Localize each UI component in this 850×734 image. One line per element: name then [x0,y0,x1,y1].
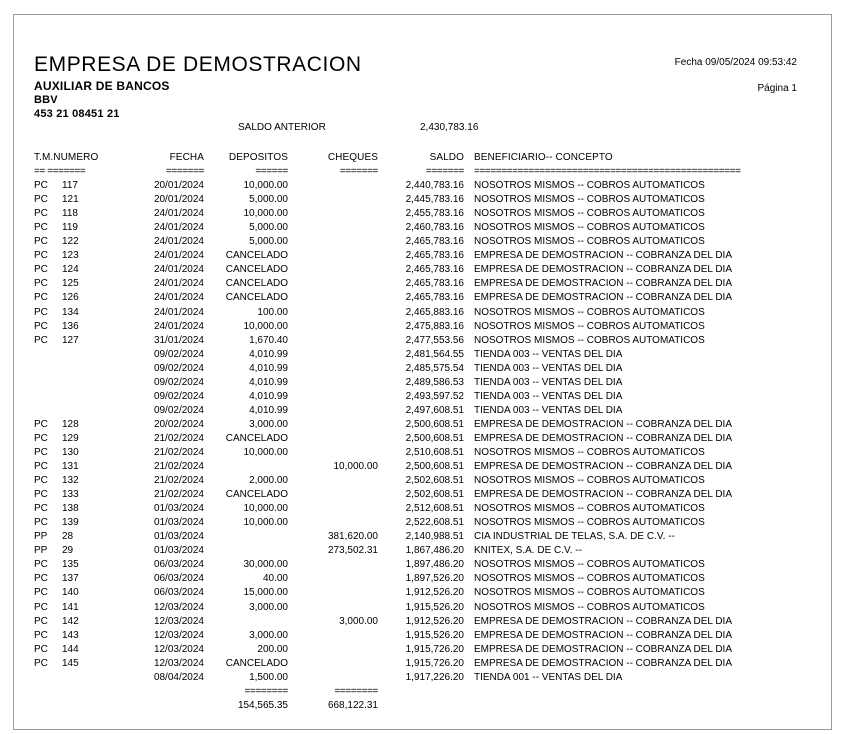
cell-fecha: 06/03/2024 [153,559,204,571]
table-row [34,207,824,221]
cell-depositos: 4,010.99 [249,404,288,416]
cell-beneficiario: NOSOTROS MISMOS -- COBROS AUTOMATICOS [474,517,705,529]
totals-rule-row [34,685,824,699]
cell-tm: PC [34,489,48,501]
cell-numero: 124 [62,264,79,276]
page-frame [13,14,832,730]
cell-beneficiario: EMPRESA DE DEMOSTRACION -- COBRANZA DEL DIA [474,629,733,641]
cell-beneficiario: NOSOTROS MISMOS -- COBROS AUTOMATICOS [474,559,705,571]
cell-beneficiario: EMPRESA DE DEMOSTRACION -- COBRANZA DEL DIA [474,657,733,669]
cell-numero: 141 [62,601,79,613]
cell-beneficiario: NOSOTROS MISMOS -- COBROS AUTOMATICOS [474,573,705,585]
cell-beneficiario: NOSOTROS MISMOS -- COBROS AUTOMATICOS [474,320,705,332]
table-row [34,657,824,671]
table-header-row [34,151,824,165]
report-title: AUXILIAR DE BANCOS [34,79,170,93]
cell-saldo: 2,497,608.51 [405,404,464,416]
totals-rule-depositos: ======== [244,685,288,697]
table-row [34,601,824,615]
rule-fecha: ======= [165,166,204,178]
cell-numero: 143 [62,629,79,641]
column-header-cheques: CHEQUES [327,152,378,163]
cell-tm: PC [34,629,48,641]
cell-fecha: 09/02/2024 [153,390,204,402]
cell-depositos: 100.00 [257,306,288,318]
cell-depositos: 15,000.00 [243,587,288,599]
cell-tm: PC [34,250,48,262]
cell-numero: 28 [62,531,74,543]
cell-beneficiario: EMPRESA DE DEMOSTRACION -- COBRANZA DEL DIA [474,250,733,262]
cell-cheques: 273,502.31 [327,545,378,557]
cell-saldo: 1,912,526.20 [405,615,464,627]
cell-tm: PC [34,559,48,571]
cell-depositos: 1,670.40 [249,334,288,346]
table-row [34,446,824,460]
cell-saldo: 2,465,783.16 [405,236,464,248]
table-row [34,572,824,586]
cell-numero: 133 [62,489,79,501]
cell-numero: 128 [62,418,79,430]
column-header-tm-numero: T.M.NUMERO [34,152,99,163]
cell-depositos: CANCELADO [225,250,288,262]
cell-beneficiario: EMPRESA DE DEMOSTRACION -- COBRANZA DEL DIA [474,278,733,290]
cell-cheques: 3,000.00 [339,615,378,627]
cell-tm: PC [34,643,48,655]
cell-beneficiario: NOSOTROS MISMOS -- COBROS AUTOMATICOS [474,601,705,613]
cell-depositos: 2,000.00 [249,475,288,487]
cell-saldo: 2,500,608.51 [405,461,464,473]
cell-depositos: 4,010.99 [249,362,288,374]
rule-tm-numero: == ======= [34,166,86,178]
cell-saldo: 2,510,608.51 [405,446,464,458]
cell-numero: 119 [62,222,78,234]
cell-saldo: 1,915,726.20 [405,657,464,669]
cell-saldo: 2,475,883.16 [405,320,464,332]
cell-depositos: 4,010.99 [249,348,288,360]
cell-beneficiario: NOSOTROS MISMOS -- COBROS AUTOMATICOS [474,446,705,458]
cell-beneficiario: TIENDA 003 -- VENTAS DEL DIA [474,390,623,402]
cell-fecha: 24/01/2024 [153,222,204,234]
cell-numero: 131 [62,461,79,473]
cell-depositos: 30,000.00 [243,559,288,571]
cell-tm: PC [34,503,48,515]
bank-ledger-document [14,15,833,731]
cell-saldo: 1,915,726.20 [405,643,464,655]
cell-numero: 125 [62,278,79,290]
column-header-beneficiario: BENEFICIARIO-- CONCEPTO [474,152,613,163]
cell-tm: PC [34,236,48,248]
cell-beneficiario: NOSOTROS MISMOS -- COBROS AUTOMATICOS [474,208,705,220]
cell-numero: 136 [62,320,79,332]
cell-depositos: 4,010.99 [249,376,288,388]
cell-tm: PP [34,545,48,557]
table-body [34,179,824,685]
table-row [34,558,824,572]
cell-beneficiario: NOSOTROS MISMOS -- COBROS AUTOMATICOS [474,306,705,318]
ledger-table [34,151,824,713]
cell-fecha: 06/03/2024 [153,573,204,585]
cell-tm: PC [34,418,48,430]
table-row [34,418,824,432]
cell-depositos: 4,010.99 [249,390,288,402]
cell-fecha: 24/01/2024 [153,278,204,290]
cell-fecha: 01/03/2024 [153,545,204,557]
cell-beneficiario: NOSOTROS MISMOS -- COBROS AUTOMATICOS [474,334,705,346]
cell-fecha: 12/03/2024 [153,657,204,669]
cell-numero: 29 [62,545,74,557]
cell-beneficiario: EMPRESA DE DEMOSTRACION -- COBRANZA DEL DIA [474,615,733,627]
cell-saldo: 2,460,783.16 [405,222,464,234]
cell-tm: PC [34,292,48,304]
cell-saldo: 2,140,988.51 [405,531,464,543]
cell-beneficiario: TIENDA 003 -- VENTAS DEL DIA [474,362,623,374]
cell-depositos: CANCELADO [225,489,288,501]
cell-fecha: 01/03/2024 [153,531,204,543]
cell-depositos: 10,000.00 [243,446,288,458]
rule-cheques: ======= [339,166,378,178]
totals-row [34,699,824,713]
bank-name: BBV [34,94,58,106]
cell-numero: 129 [62,432,79,444]
cell-saldo: 1,912,526.20 [405,587,464,599]
cell-saldo: 1,917,226.20 [405,671,464,683]
company-title: EMPRESA DE DEMOSTRACION [34,53,362,76]
table-row [34,516,824,530]
cell-numero: 127 [62,334,79,346]
table-row [34,432,824,446]
cell-tm: PC [34,615,48,627]
cell-depositos: 10,000.00 [243,208,288,220]
table-row [34,348,824,362]
cell-beneficiario: TIENDA 003 -- VENTAS DEL DIA [474,376,623,388]
cell-depositos: 10,000.00 [243,503,288,515]
previous-balance-value: 2,430,783.16 [420,122,479,133]
cell-saldo: 2,465,883.16 [405,306,464,318]
cell-numero: 137 [62,573,79,585]
cell-beneficiario: NOSOTROS MISMOS -- COBROS AUTOMATICOS [474,194,705,206]
cell-tm: PC [34,601,48,613]
cell-numero: 145 [62,657,79,669]
cell-fecha: 31/01/2024 [153,334,204,346]
table-row [34,502,824,516]
cell-numero: 142 [62,615,79,627]
cell-numero: 134 [62,306,79,318]
cell-beneficiario: NOSOTROS MISMOS -- COBROS AUTOMATICOS [474,222,705,234]
cell-saldo: 2,477,553.56 [405,334,464,346]
cell-saldo: 1,915,526.20 [405,629,464,641]
cell-depositos: 1,500.00 [249,671,288,683]
account-number: 453 21 08451 21 [34,108,120,120]
cell-numero: 122 [62,236,79,248]
cell-fecha: 08/04/2024 [153,671,204,683]
cell-depositos: 10,000.00 [243,517,288,529]
cell-saldo: 2,440,783.16 [405,180,464,192]
cell-beneficiario: EMPRESA DE DEMOSTRACION -- COBRANZA DEL DIA [474,418,733,430]
table-row [34,320,824,334]
cell-saldo: 2,512,608.51 [405,503,464,515]
cell-fecha: 20/01/2024 [153,180,204,192]
cell-depositos: CANCELADO [225,432,288,444]
cell-tm: PC [34,587,48,599]
table-row [34,474,824,488]
cell-numero: 118 [62,208,78,220]
cell-tm: PC [34,180,48,192]
previous-balance-label: SALDO ANTERIOR [238,122,326,133]
cell-fecha: 12/03/2024 [153,601,204,613]
table-row [34,404,824,418]
cell-saldo: 1,897,526.20 [405,573,464,585]
cell-depositos: 3,000.00 [249,601,288,613]
cell-numero: 132 [62,475,79,487]
cell-saldo: 2,522,608.51 [405,517,464,529]
table-row [34,277,824,291]
column-header-saldo: SALDO [429,152,464,163]
cell-fecha: 24/01/2024 [153,292,204,304]
cell-numero: 130 [62,446,79,458]
cell-fecha: 24/01/2024 [153,250,204,262]
table-row [34,334,824,348]
cell-fecha: 09/02/2024 [153,362,204,374]
table-row [34,235,824,249]
cell-fecha: 24/01/2024 [153,264,204,276]
cell-depositos: CANCELADO [225,278,288,290]
cell-depositos: 10,000.00 [243,320,288,332]
cell-saldo: 2,489,586.53 [405,376,464,388]
cell-beneficiario: NOSOTROS MISMOS -- COBROS AUTOMATICOS [474,180,705,192]
cell-tm: PC [34,334,48,346]
table-row [34,263,824,277]
cell-tm: PC [34,475,48,487]
cell-tm: PC [34,278,48,290]
cell-depositos: 5,000.00 [249,222,288,234]
cell-tm: PC [34,264,48,276]
cell-numero: 140 [62,587,79,599]
cell-depositos: 5,000.00 [249,236,288,248]
cell-beneficiario: EMPRESA DE DEMOSTRACION -- COBRANZA DEL DIA [474,461,733,473]
cell-depositos: CANCELADO [225,292,288,304]
cell-saldo: 1,915,526.20 [405,601,464,613]
cell-fecha: 21/02/2024 [153,475,204,487]
cell-saldo: 2,465,783.16 [405,292,464,304]
cell-fecha: 01/03/2024 [153,517,204,529]
cell-fecha: 01/03/2024 [153,503,204,515]
cell-fecha: 12/03/2024 [153,615,204,627]
cell-saldo: 1,867,486.20 [405,545,464,557]
cell-beneficiario: NOSOTROS MISMOS -- COBROS AUTOMATICOS [474,236,705,248]
table-row [34,460,824,474]
cell-saldo: 2,465,783.16 [405,250,464,262]
cell-beneficiario: EMPRESA DE DEMOSTRACION -- COBRANZA DEL DIA [474,489,733,501]
table-row [34,671,824,685]
table-row [34,544,824,558]
cell-tm: PC [34,657,48,669]
table-row [34,615,824,629]
cell-beneficiario: TIENDA 001 -- VENTAS DEL DIA [474,671,623,683]
table-row [34,221,824,235]
cell-saldo: 2,465,783.16 [405,278,464,290]
table-row [34,586,824,600]
cell-fecha: 20/02/2024 [153,418,204,430]
table-row [34,249,824,263]
cell-saldo: 1,897,486.20 [405,559,464,571]
rule-beneficiario: ================================================= [474,166,741,178]
cell-beneficiario: TIENDA 003 -- VENTAS DEL DIA [474,348,623,360]
cell-tm: PC [34,222,48,234]
cell-tm: PC [34,573,48,585]
cell-cheques: 381,620.00 [327,531,378,543]
cell-saldo: 2,455,783.16 [405,208,464,220]
cell-fecha: 24/01/2024 [153,208,204,220]
table-row [34,179,824,193]
cell-beneficiario: CIA INDUSTRIAL DE TELAS, S.A. DE C.V. -- [474,531,675,543]
cell-numero: 144 [62,643,79,655]
print-timestamp: Fecha 09/05/2024 09:53:42 [674,57,797,68]
cell-numero: 139 [62,517,79,529]
cell-beneficiario: EMPRESA DE DEMOSTRACION -- COBRANZA DEL DIA [474,264,733,276]
cell-tm: PC [34,194,48,206]
cell-fecha: 21/02/2024 [153,446,204,458]
total-depositos: 154,565.35 [237,699,288,711]
table-row [34,291,824,305]
cell-tm: PC [34,461,48,473]
page-number: Página 1 [757,83,797,94]
column-header-fecha: FECHA [169,152,204,163]
cell-tm: PC [34,517,48,529]
table-header-rule-row [34,165,824,179]
cell-beneficiario: TIENDA 003 -- VENTAS DEL DIA [474,404,623,416]
cell-saldo: 2,485,575.54 [405,362,464,374]
cell-depositos: 3,000.00 [249,418,288,430]
cell-tm: PC [34,320,48,332]
total-cheques: 668,122.31 [327,699,378,711]
cell-beneficiario: NOSOTROS MISMOS -- COBROS AUTOMATICOS [474,475,705,487]
cell-depositos: 40.00 [262,573,288,585]
cell-saldo: 2,502,608.51 [405,489,464,501]
cell-fecha: 09/02/2024 [153,348,204,360]
cell-fecha: 24/01/2024 [153,306,204,318]
cell-saldo: 2,502,608.51 [405,475,464,487]
cell-fecha: 12/03/2024 [153,629,204,641]
cell-fecha: 21/02/2024 [153,432,204,444]
cell-saldo: 2,500,608.51 [405,418,464,430]
totals-rule-cheques: ======== [334,685,378,697]
cell-depositos: 5,000.00 [249,194,288,206]
cell-beneficiario: EMPRESA DE DEMOSTRACION -- COBRANZA DEL DIA [474,643,733,655]
cell-saldo: 2,500,608.51 [405,432,464,444]
cell-tm: PC [34,208,48,220]
cell-saldo: 2,493,597.52 [405,390,464,402]
cell-tm: PC [34,306,48,318]
rule-saldo: ======= [425,166,464,178]
cell-numero: 117 [62,180,78,192]
cell-fecha: 24/01/2024 [153,236,204,248]
cell-depositos: 10,000.00 [243,180,288,192]
cell-depositos: 3,000.00 [249,629,288,641]
table-row [34,362,824,376]
cell-fecha: 20/01/2024 [153,194,204,206]
table-row [34,488,824,502]
cell-fecha: 09/02/2024 [153,404,204,416]
cell-fecha: 09/02/2024 [153,376,204,388]
column-header-depositos: DEPOSITOS [228,152,288,163]
table-row [34,306,824,320]
cell-tm: PP [34,531,48,543]
cell-fecha: 21/02/2024 [153,461,204,473]
cell-fecha: 24/01/2024 [153,320,204,332]
rule-depositos: ====== [255,166,288,178]
cell-fecha: 21/02/2024 [153,489,204,501]
cell-saldo: 2,445,783.16 [405,194,464,206]
cell-beneficiario: KNITEX, S.A. DE C.V. -- [474,545,582,557]
cell-tm: PC [34,432,48,444]
cell-cheques: 10,000.00 [333,461,378,473]
cell-beneficiario: EMPRESA DE DEMOSTRACION -- COBRANZA DEL DIA [474,432,733,444]
cell-depositos: CANCELADO [225,657,288,669]
table-row [34,629,824,643]
cell-numero: 135 [62,559,79,571]
cell-numero: 123 [62,250,79,262]
cell-beneficiario: NOSOTROS MISMOS -- COBROS AUTOMATICOS [474,503,705,515]
table-row [34,376,824,390]
table-row [34,530,824,544]
table-row [34,643,824,657]
cell-beneficiario: EMPRESA DE DEMOSTRACION -- COBRANZA DEL DIA [474,292,733,304]
cell-depositos: 200.00 [257,643,288,655]
table-row [34,193,824,207]
cell-saldo: 2,465,783.16 [405,264,464,276]
cell-beneficiario: NOSOTROS MISMOS -- COBROS AUTOMATICOS [474,587,705,599]
cell-tm: PC [34,446,48,458]
cell-numero: 121 [62,194,79,206]
cell-saldo: 2,481,564.55 [405,348,464,360]
cell-depositos: CANCELADO [225,264,288,276]
table-row [34,390,824,404]
cell-fecha: 06/03/2024 [153,587,204,599]
cell-numero: 126 [62,292,79,304]
cell-numero: 138 [62,503,79,515]
cell-fecha: 12/03/2024 [153,643,204,655]
